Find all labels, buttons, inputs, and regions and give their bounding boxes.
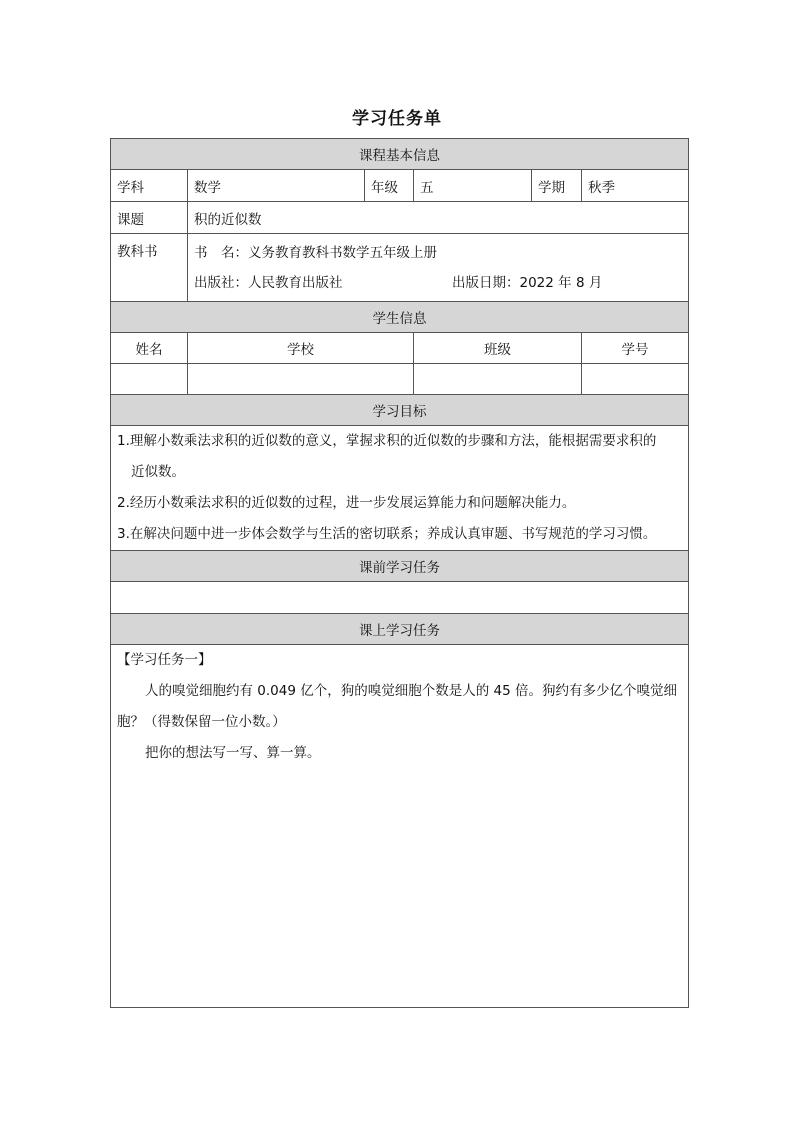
- task-sheet-table: [110, 138, 689, 1008]
- textbook-label: 教科书: [111, 234, 188, 302]
- page-title: 学习任务单: [352, 109, 442, 129]
- topic-value: 积的近似数: [188, 202, 689, 234]
- textbook-publisher: 出版社：人民教育出版社: [194, 274, 343, 291]
- textbook-name: 书 名：义务教育教科书数学五年级上册: [194, 244, 437, 261]
- col-name-header: 姓名: [111, 333, 188, 364]
- task-problem-line1: 人的嗅觉细胞约有 0.049 亿个，狗的嗅觉细胞个数是人的 45 倍。狗约有多少亿个嗅觉细: [145, 683, 677, 699]
- student-school-cell[interactable]: [188, 364, 414, 395]
- student-info-header: 学生信息: [111, 302, 689, 333]
- goal-item: 1.理解小数乘法求积的近似数的意义，掌握求积的近似数的步骤和方法，能根据需要求积的: [117, 433, 657, 449]
- subject-label: 学科: [111, 170, 188, 202]
- term-label: 学期: [532, 170, 582, 202]
- col-class-header: 班级: [414, 333, 582, 364]
- student-id-cell[interactable]: [582, 364, 689, 395]
- term-value: 秋季: [582, 170, 689, 202]
- goal-item: 3.在解决问题中进一步体会数学与生活的密切联系；养成认真审题、书写规范的学习习惯。: [117, 526, 657, 542]
- task-problem-line2: 胞？（得数保留一位小数。）: [117, 714, 286, 730]
- goals-header: 学习目标: [111, 395, 689, 426]
- task-title: 【学习任务一】: [117, 652, 212, 668]
- subject-value: 数学: [188, 170, 365, 202]
- task-instruction: 把你的想法写一写、算一算。: [145, 745, 321, 761]
- goal-item: 2.经历小数乘法求积的近似数的过程，进一步发展运算能力和问题解决能力。: [117, 495, 576, 511]
- pre-class-task-area[interactable]: [111, 582, 689, 614]
- in-class-task-area[interactable]: [111, 645, 689, 1008]
- col-school-header: 学校: [188, 333, 414, 364]
- course-info-header: 课程基本信息: [111, 139, 689, 170]
- student-class-cell[interactable]: [414, 364, 582, 395]
- grade-value: 五: [414, 170, 532, 202]
- goals-content: [111, 426, 689, 551]
- col-id-header: 学号: [582, 333, 689, 364]
- grade-label: 年级: [365, 170, 414, 202]
- textbook-pub-date: 出版日期：2022 年 8 月: [452, 274, 603, 291]
- goal-item: 近似数。: [131, 464, 185, 480]
- in-class-task-header: 课上学习任务: [111, 614, 689, 645]
- student-name-cell[interactable]: [111, 364, 188, 395]
- topic-label: 课题: [111, 202, 188, 234]
- pre-class-task-header: 课前学习任务: [111, 551, 689, 582]
